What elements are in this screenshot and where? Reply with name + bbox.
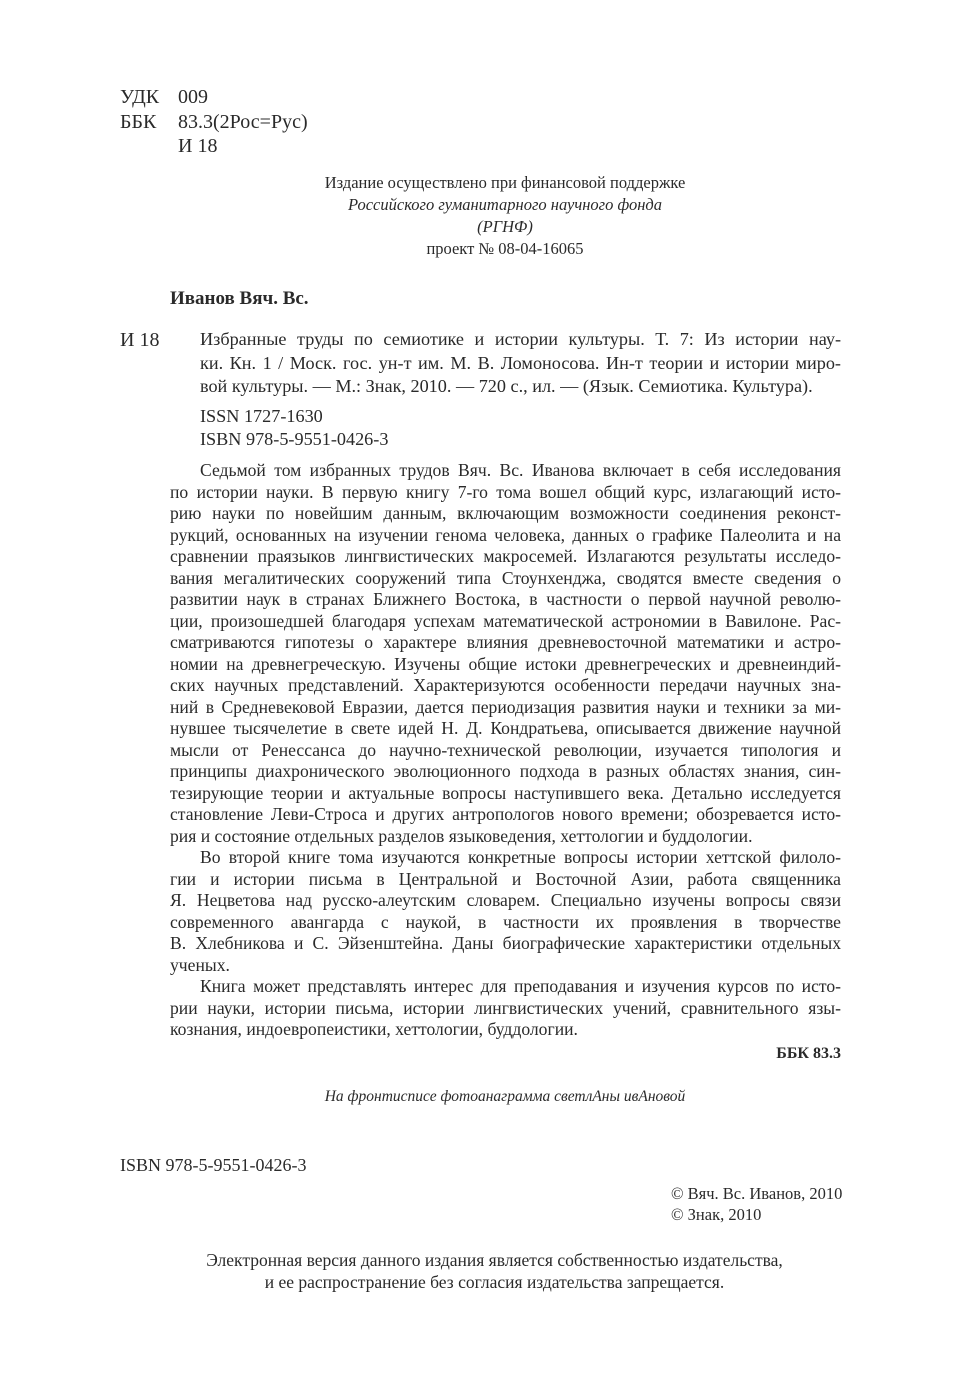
notice-line-1: Электронная версия данного издания является собственностью издательства, [206, 1250, 783, 1270]
author-mark-value: И 18 [178, 135, 218, 157]
copyright-publisher: © Знак, 2010 [671, 1205, 762, 1224]
electronic-version-notice [120, 1249, 869, 1293]
funding-project: проект № 08-04-16065 [426, 239, 584, 258]
funding-line-2: Российского гуманитарного научного фонда [348, 195, 662, 214]
annotation-line: ских научных представлений. Характеризуются особенности передачи научных зна- [170, 675, 841, 695]
annotation-line: развитии наук в странах Ближнего Востока, в частности о первой научной револю- [170, 589, 841, 609]
copyright-author: © Вяч. Вс. Иванов, 2010 [671, 1184, 843, 1203]
annotation-paragraph-1 [170, 460, 841, 847]
biblio-line: ки. Кн. 1 / Моск. гос. ун-т им. М. В. Ломоносова. Ин-т теории и истории миро- [200, 352, 841, 373]
annotation-line: вания мегалитических сооружений типа Стоунхенджа, сводятся вместе сведения о [170, 567, 841, 588]
annotation-line: тезирующие теории и актуальные вопросы наступившего века. Детально исследуется [170, 782, 841, 803]
identifier-block [200, 405, 388, 451]
annotation-paragraph-2 [170, 847, 841, 976]
annotation-line: сравнении праязыков лингвистических макросемей. Излагаются результаты исследо- [170, 546, 841, 566]
issn: ISSN 1727-1630 [200, 406, 323, 426]
udk-row [120, 84, 208, 110]
annotation-line: современного авангарда с наукой, в частности их проявления в творчестве [170, 911, 841, 932]
annotation-line: номии на древнегреческую. Изучены общие истоки древнегреческих и древнеиндий- [170, 653, 841, 674]
annotation-paragraph-3 [170, 976, 841, 1041]
annotation-line: гии и истории письма в Центральной и Восточной Азии, работа священника [170, 868, 841, 889]
bbk-footer-code: ББК 83.3 [776, 1045, 841, 1062]
annotation-line: рукций, основанных на изучении генома человека, данных о графике Палеолита и на [170, 524, 841, 545]
annotation-line: рию науки по новейшим данным, включающим возможности соединения реконст- [170, 503, 841, 523]
annotation-line: ции, произошедшей благодаря успехам математической астрономии в Вавилоне. Рас- [170, 610, 841, 631]
bibliographic-description [200, 328, 841, 399]
annotation-line: рии науки, истории письма, истории лингвистических учений, сравнительного язы- [170, 997, 841, 1018]
funding-notice [170, 172, 840, 260]
annotation-line: становление Леви-Строса и других антропологов нового времени; обозревается исто- [170, 804, 841, 824]
isbn: ISBN 978-5-9551-0426-3 [200, 429, 389, 449]
author-heading: Иванов Вяч. Вс. [170, 288, 309, 309]
annotation-line: ученых. [170, 954, 230, 975]
notice-line-2: и ее распространение без согласия издательства запрещается. [264, 1272, 725, 1292]
udk-label: УДК [120, 86, 160, 108]
biblio-line: вой культуры. — М.: Знак, 2010. — 720 с., ил. — (Язык. Семиотика. Культура). [200, 376, 813, 396]
bbk-row [120, 109, 308, 135]
biblio-line: Избранные труды по семиотике и истории культуры. Т. 7: Из истории нау- [200, 329, 841, 349]
annotation-line: кознания, индоевропеистики, хеттологии, буддологии. [170, 1019, 578, 1039]
annotation-line: мысли от Ренессанса до научно-технической революции, изучается типология и [170, 739, 841, 760]
catalog-index: И 18 [120, 329, 160, 351]
frontispiece-note: На фронтисписе фотоанаграмма светлАны ивАновой [324, 1088, 686, 1105]
author-mark-row [120, 133, 217, 159]
annotation-line: принципы диахронического эволюционного подхода в разных областях знания, син- [170, 761, 841, 781]
bbk-value: 83.3(2Рос=Рус) [178, 111, 308, 133]
annotation-line: по истории науки. В первую книгу 7-го тома вошел общий курс, излагающий исто- [170, 481, 841, 502]
annotation-line: рия и состояние отдельных разделов языковедения, хеттологии и буддологии. [170, 825, 753, 846]
annotation-line: Я. Нецветова над русско-алеутским словарем. Специально изучены вопросы связи [170, 890, 841, 910]
annotation-line: Во второй книге тома изучаются конкретные вопросы истории хеттской филоло- [200, 847, 841, 867]
udk-value: 009 [178, 86, 208, 108]
funding-line-1: Издание осуществлено при финансовой поддержке [324, 173, 686, 192]
bbk-label: ББК [120, 111, 157, 133]
annotation-line: Книга может представлять интерес для преподавания и изучения курсов по исто- [200, 976, 841, 996]
annotation-line: Седьмой том избранных трудов Вяч. Вс. Иванова включает в себя исследования [200, 460, 841, 480]
annotation-line: нувшее тысячелетие в свете идей Н. Д. Кондратьева, описывается движение научной [170, 718, 841, 738]
annotation-line: сматриваются гипотезы о характере влияния древневосточной математики и астро- [170, 632, 841, 652]
isbn-bottom: ISBN 978-5-9551-0426-3 [120, 1155, 307, 1175]
annotation-line: ний в Средневековой Евразии, дается периодизация развития науки и техники за ми- [170, 696, 841, 717]
annotation-line: В. Хлебникова и С. Эйзенштейна. Даны биографические характеристики отдельных [170, 933, 841, 953]
annotation [170, 460, 841, 1041]
copyright-block [671, 1183, 842, 1225]
funding-line-3: (РГНФ) [477, 217, 533, 236]
